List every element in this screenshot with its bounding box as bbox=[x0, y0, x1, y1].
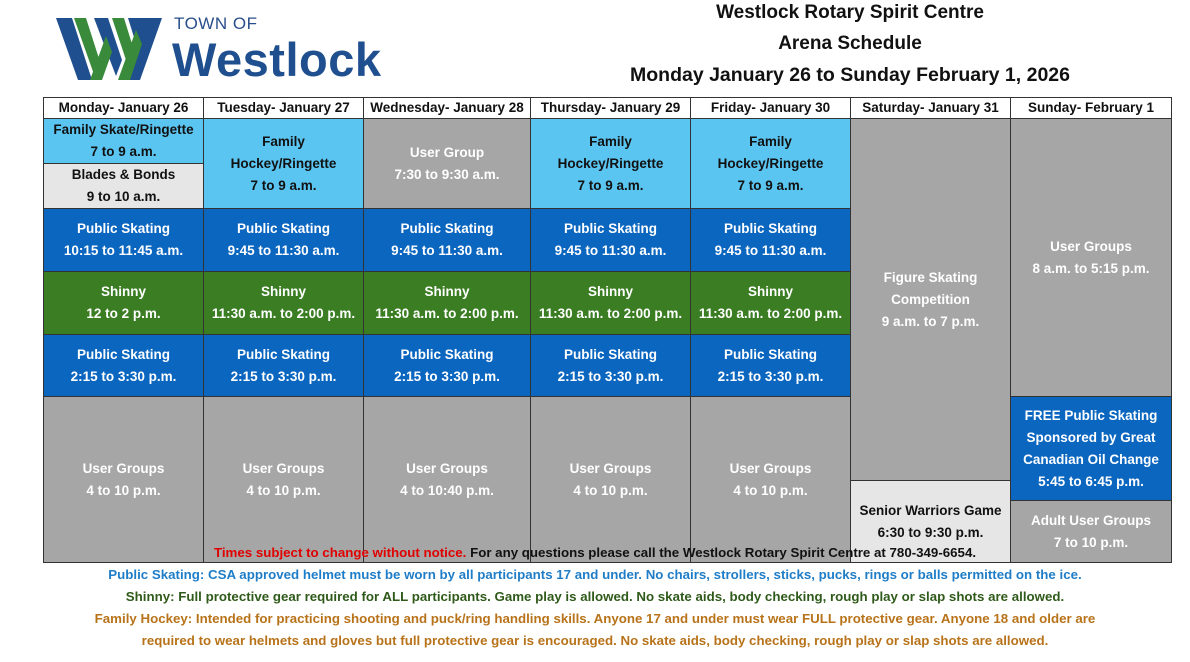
cell-line: Shinny bbox=[587, 284, 633, 299]
cell-line: Public Skating bbox=[563, 221, 658, 236]
cell-line: 6:30 to 9:30 p.m. bbox=[877, 524, 984, 540]
cell-line: Shinny bbox=[260, 284, 306, 299]
cell-line: 7 to 9 a.m. bbox=[250, 177, 317, 193]
schedule-cell bbox=[691, 335, 851, 397]
schedule-cell bbox=[364, 272, 531, 335]
cell-line: Public Skating bbox=[76, 346, 171, 362]
family-hockey-note-2: required to wear helmets and gloves but full protective gear is encouraged. No skate aids, body checking, rough play or slap shots are allowed. bbox=[141, 633, 1049, 648]
cell-line: 11:30 a.m. to 2:00 p.m. bbox=[698, 306, 843, 321]
cell-line: 2:15 to 3:30 p.m. bbox=[70, 368, 177, 384]
town-logo bbox=[56, 14, 386, 84]
schedule-cell bbox=[44, 164, 204, 209]
schedule-cell bbox=[364, 335, 531, 397]
cell-line: 4 to 10 p.m. bbox=[733, 482, 808, 498]
schedule-cell bbox=[44, 209, 204, 272]
cell-line: 9:45 to 11:30 a.m. bbox=[714, 243, 827, 258]
cell-line: 5:45 to 6:45 p.m. bbox=[1038, 473, 1144, 489]
logo-town-text: TOWN OF bbox=[174, 14, 258, 33]
schedule-cell bbox=[851, 119, 1011, 481]
schedule-cell bbox=[691, 209, 851, 272]
cell-line: Hockey/Ringette bbox=[717, 155, 824, 171]
logo-name-text: Westlock bbox=[172, 33, 382, 86]
cell-line: 7:30 to 9:30 a.m. bbox=[394, 166, 500, 182]
schedule-cell bbox=[531, 272, 691, 335]
cell-line: 11:30 a.m. to 2:00 p.m. bbox=[375, 306, 519, 321]
cell-line: Figure Skating bbox=[883, 269, 978, 285]
cell-line: Public Skating bbox=[236, 221, 331, 236]
cell-line: 2:15 to 3:30 p.m. bbox=[717, 368, 824, 384]
schedule-cell bbox=[44, 272, 204, 335]
cell-line: 11:30 a.m. to 2:00 p.m. bbox=[211, 306, 356, 321]
schedule-cell bbox=[691, 119, 851, 209]
westlock-w-logo-icon bbox=[56, 16, 164, 82]
cell-line: 2:15 to 3:30 p.m. bbox=[557, 368, 664, 384]
cell-line: Public Skating bbox=[723, 221, 818, 236]
schedule-cell bbox=[204, 397, 364, 563]
cell-line: 8 a.m. to 5:15 p.m. bbox=[1032, 260, 1150, 276]
schedule-cell bbox=[1011, 119, 1172, 397]
cell-line: Family bbox=[589, 133, 632, 149]
change-warning: Times subject to change without notice. bbox=[213, 545, 467, 560]
schedule-cell bbox=[44, 119, 204, 164]
schedule-cell bbox=[531, 119, 691, 209]
day-header: Saturday- January 31 bbox=[851, 98, 1011, 119]
cell-line: User Groups bbox=[242, 460, 325, 476]
cell-line: Public Skating bbox=[236, 346, 331, 362]
cell-line: Family Skate/Ringette bbox=[53, 122, 194, 137]
cell-line: Shinny bbox=[747, 284, 793, 299]
schedule-cell bbox=[364, 397, 531, 563]
cell-line: FREE Public Skating bbox=[1024, 407, 1158, 423]
cell-line: 7 to 9 a.m. bbox=[90, 144, 157, 159]
cell-line: 9:45 to 11:30 a.m. bbox=[391, 243, 503, 258]
day-header: Sunday- February 1 bbox=[1011, 98, 1172, 119]
cell-line: Public Skating bbox=[76, 221, 171, 236]
cell-line: 9 a.m. to 7 p.m. bbox=[881, 313, 980, 329]
family-hockey-note-1: Family Hockey: Intended for practicing shooting and puck/ring handling skills. Anyone 17 and under must wear FULL protective gear. Anyone 18 and older are bbox=[94, 611, 1096, 626]
cell-line: Public Skating bbox=[400, 221, 494, 236]
cell-line: Family bbox=[749, 133, 792, 149]
cell-line: 12 to 2 p.m. bbox=[86, 306, 161, 321]
day-header: Thursday- January 29 bbox=[531, 98, 691, 119]
cell-line: 4 to 10:40 p.m. bbox=[400, 482, 494, 498]
cell-line: 7 to 9 a.m. bbox=[577, 177, 644, 193]
schedule-cell bbox=[364, 119, 531, 209]
schedule-cell bbox=[204, 119, 364, 209]
cell-line: Public Skating bbox=[723, 346, 818, 362]
cell-line: Senior Warriors Game bbox=[859, 502, 1002, 518]
cell-line: Hockey/Ringette bbox=[557, 155, 664, 171]
schedule-cell bbox=[531, 209, 691, 272]
cell-line: Hockey/Ringette bbox=[230, 155, 337, 171]
cell-line: 7 to 9 a.m. bbox=[737, 177, 804, 193]
cell-line: Public Skating bbox=[563, 346, 658, 362]
cell-line: User Groups bbox=[1050, 238, 1132, 254]
cell-line: 9 to 10 a.m. bbox=[86, 189, 161, 204]
cell-line: 4 to 10 p.m. bbox=[86, 482, 161, 498]
facility-title: Westlock Rotary Spirit Centre bbox=[716, 2, 984, 23]
cell-line: Shinny bbox=[424, 284, 470, 299]
cell-line: Public Skating bbox=[400, 346, 494, 362]
day-header: Wednesday- January 28 bbox=[364, 98, 531, 119]
date-range-title: Monday January 26 to Sunday February 1, 2026 bbox=[630, 64, 1070, 86]
schedule-cell bbox=[691, 272, 851, 335]
cell-line: 10:15 to 11:45 a.m. bbox=[63, 243, 184, 258]
cell-line: 2:15 to 3:30 p.m. bbox=[394, 368, 500, 384]
cell-line: User Groups bbox=[82, 460, 165, 476]
cell-line: 7 to 10 p.m. bbox=[1053, 534, 1129, 550]
cell-line: 11:30 a.m. to 2:00 p.m. bbox=[538, 306, 683, 321]
cell-line: 9:45 to 11:30 a.m. bbox=[227, 243, 340, 258]
notes-section bbox=[0, 542, 1190, 652]
public-skating-note: Public Skating: CSA approved helmet must be worn by all participants 17 and under. No chairs, strollers, sticks, pucks, rings or balls permitted on the ice. bbox=[108, 567, 1082, 582]
cell-line: Canadian Oil Change bbox=[1023, 451, 1159, 467]
cell-line: 4 to 10 p.m. bbox=[573, 482, 648, 498]
cell-line: Shinny bbox=[100, 284, 146, 299]
schedule-table bbox=[43, 97, 1172, 563]
cell-line: 9:45 to 11:30 a.m. bbox=[554, 243, 667, 258]
day-header: Tuesday- January 27 bbox=[204, 98, 364, 119]
contact-note bbox=[0, 542, 1190, 564]
day-header: Monday- January 26 bbox=[44, 98, 204, 119]
schedule-title: Arena Schedule bbox=[778, 33, 922, 54]
cell-line: User Group bbox=[409, 144, 485, 160]
schedule-cell bbox=[1011, 397, 1172, 501]
schedule-cell bbox=[531, 335, 691, 397]
schedule-cell bbox=[204, 272, 364, 335]
schedule-cell bbox=[44, 335, 204, 397]
cell-line: Blades & Bonds bbox=[71, 167, 176, 182]
schedule-cell bbox=[364, 209, 531, 272]
cell-line: User Groups bbox=[406, 460, 488, 476]
cell-line: 4 to 10 p.m. bbox=[246, 482, 321, 498]
shinny-note: Shinny: Full protective gear required for ALL participants. Game play is allowed. No skate aids, body checking, rough play or slap shots are allowed. bbox=[125, 589, 1065, 604]
cell-line: Family bbox=[262, 133, 305, 149]
cell-line: User Groups bbox=[569, 460, 652, 476]
contact-text: For any questions please call the Westlock Rotary Spirit Centre at 780-349-6654. bbox=[466, 545, 977, 560]
cell-line: Sponsored by Great bbox=[1026, 429, 1156, 445]
schedule-cell bbox=[204, 335, 364, 397]
schedule-cell bbox=[44, 397, 204, 563]
cell-line: Competition bbox=[891, 291, 970, 307]
day-header: Friday- January 30 bbox=[691, 98, 851, 119]
cell-line: 2:15 to 3:30 p.m. bbox=[230, 368, 337, 384]
schedule-cell bbox=[691, 397, 851, 563]
schedule-cell bbox=[531, 397, 691, 563]
schedule-cell bbox=[204, 209, 364, 272]
cell-line: Adult User Groups bbox=[1030, 512, 1151, 528]
day-header-row bbox=[44, 98, 1172, 119]
cell-line: User Groups bbox=[729, 460, 812, 476]
